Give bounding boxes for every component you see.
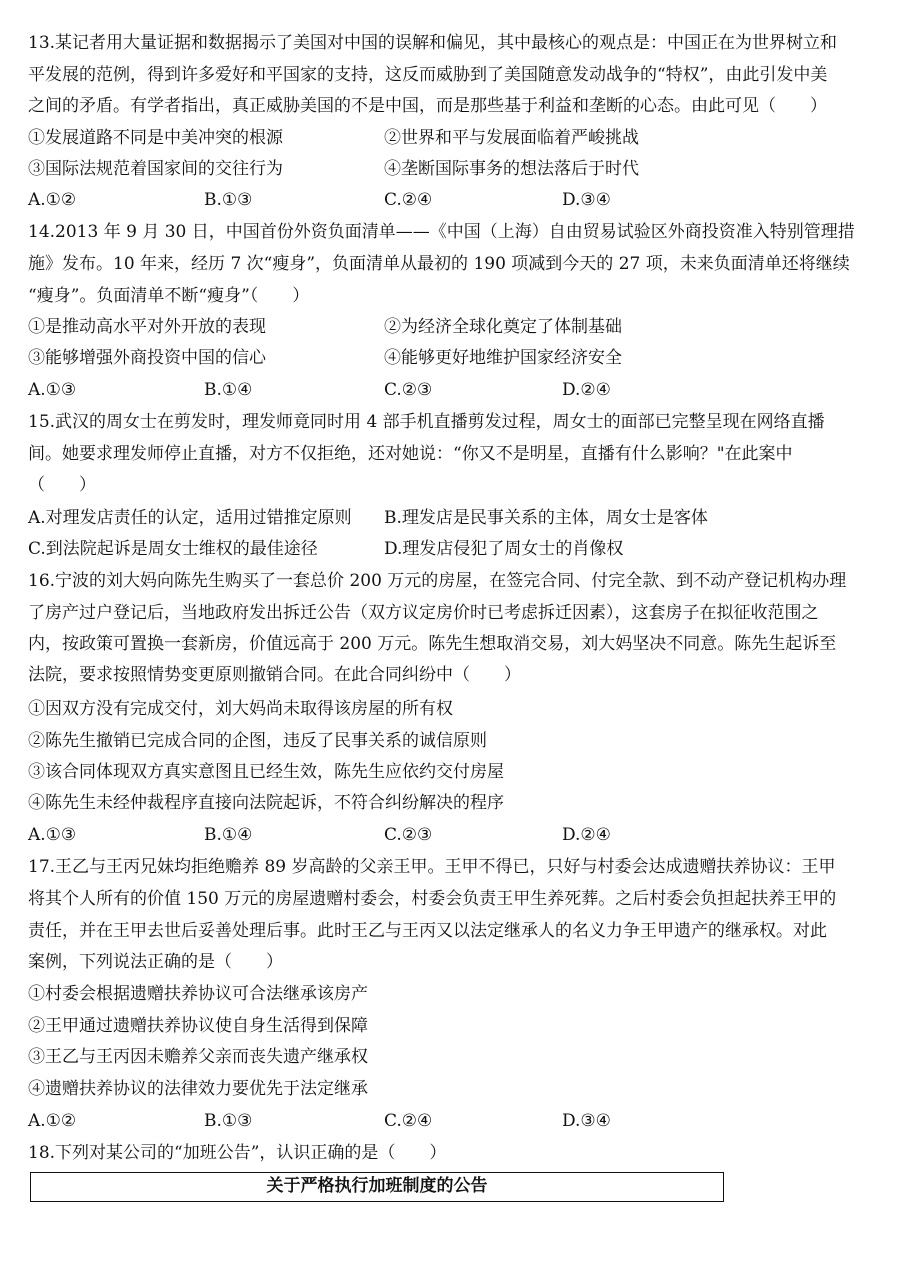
q13-statement-3: ③国际法规范着国家间的交往行为 xyxy=(28,159,283,179)
q18-stem: 18.下列对某公司的“加班公告”，认识正确的是（ ） xyxy=(28,1143,447,1163)
q14-statement-4: ④能够更好地维护国家经济安全 xyxy=(384,348,622,368)
q16-option-a: A.①③ xyxy=(28,825,77,845)
q16-stem-line-2: 了房产过户登记后，当地政府发出拆迁公告（双方议定房价时已考虑拆迁因素），这套房子在拟征收范围之 xyxy=(28,603,819,623)
q17-stem-line-3: 责任，并在王甲去世后妥善处理后事。此时王乙与王丙又以法定继承人的名义力争王甲遗产的继承权。对此 xyxy=(28,921,827,941)
q17-stem-line-2: 将其个人所有的价值 150 万元的房屋遗赠村委会，村委会负责王甲生养死葬。之后村委会负担起扶养王甲的 xyxy=(28,889,837,909)
q16-statement-1: ①因双方没有完成交付，刘大妈尚未取得该房屋的所有权 xyxy=(28,699,453,719)
q17-option-a: A.①② xyxy=(28,1111,77,1131)
q16-stem-line-1: 16.宁波的刘大妈向陈先生购买了一套总价 200 万元的房屋，在签完合同、付完全款、到不动产登记机构办理 xyxy=(28,571,847,591)
q14-stem-line-3: “瘦身”。负面清单不断“瘦身”（ ） xyxy=(28,286,310,306)
q14-statement-3: ③能够增强外商投资中国的信心 xyxy=(28,348,266,368)
notice-title: 关于严格执行加班制度的公告 xyxy=(266,1176,488,1196)
q15-stem-line-2: 间。她要求理发师停止直播，对方不仅拒绝，还对她说：“你又不是明星，直播有什么影响？"在此案中 xyxy=(28,444,793,464)
q14-stem-line-2: 施》发布。10 年来，经历 7 次“瘦身”，负面清单从最初的 190 项减到今天的 27 项，未来负面清单还将继续 xyxy=(28,254,850,274)
q14-option-a: A.①③ xyxy=(28,380,77,400)
q17-statement-3: ③王乙与王丙因未赡养父亲而丧失遗产继承权 xyxy=(28,1047,368,1067)
q16-stem-line-4: 法院，要求按照情势变更原则撤销合同。在此合同纠纷中（ ） xyxy=(28,665,521,685)
q16-option-d: D.②④ xyxy=(562,825,611,845)
q15-option-a: A.对理发店责任的认定，适用过错推定原则 xyxy=(28,508,352,528)
q17-statement-4: ④遗赠扶养协议的法律效力要优先于法定继承 xyxy=(28,1079,368,1099)
q13-statement-1: ①发展道路不同是中美冲突的根源 xyxy=(28,128,283,148)
q16-option-b: B.①④ xyxy=(204,825,253,845)
q15-stem-line-3: （ ） xyxy=(28,475,96,495)
q13-option-b: B.①③ xyxy=(204,190,253,210)
q15-option-c: C.到法院起诉是周女士维权的最佳途径 xyxy=(28,539,318,559)
q14-option-c: C.②③ xyxy=(384,380,433,400)
q14-stem-line-1: 14.2013 年 9 月 30 日，中国首份外资负面清单——《中国（上海）自由贸易试验区外商投资准入特别管理措 xyxy=(28,222,855,242)
q15-stem-line-1: 15.武汉的周女士在剪发时，理发师竟同时用 4 部手机直播剪发过程，周女士的面部已完整呈现在网络直播 xyxy=(28,412,825,432)
q13-option-d: D.③④ xyxy=(562,190,611,210)
q16-option-c: C.②③ xyxy=(384,825,433,845)
q13-statement-4: ④垄断国际事务的想法落后于时代 xyxy=(384,159,639,179)
q13-option-c: C.②④ xyxy=(384,190,433,210)
q16-statement-2: ②陈先生撤销已完成合同的企图，违反了民事关系的诚信原则 xyxy=(28,731,487,751)
q14-option-d: D.②④ xyxy=(562,380,611,400)
q17-statement-2: ②王甲通过遗赠扶养协议使自身生活得到保障 xyxy=(28,1016,368,1036)
q17-option-d: D.③④ xyxy=(562,1111,611,1131)
q15-option-b: B.理发店是民事关系的主体，周女士是客体 xyxy=(384,508,708,528)
q15-option-d: D.理发店侵犯了周女士的肖像权 xyxy=(384,539,624,559)
q13-stem-line-3: 之间的矛盾。有学者指出，真正威胁美国的不是中国，而是那些基于利益和垄断的心态。由此可见（ ） xyxy=(28,96,827,116)
q17-option-b: B.①③ xyxy=(204,1111,253,1131)
q14-statement-1: ①是推动高水平对外开放的表现 xyxy=(28,317,266,337)
q13-stem-line-1: 13.某记者用大量证据和数据揭示了美国对中国的误解和偏见，其中最核心的观点是：中国正在为世界树立和 xyxy=(28,33,838,53)
q17-option-c: C.②④ xyxy=(384,1111,433,1131)
q13-stem-line-2: 平发展的范例，得到许多爱好和平国家的支持，这反而威胁到了美国随意发动战争的“特权”，由此引发中美 xyxy=(28,65,828,85)
q14-option-b: B.①④ xyxy=(204,380,253,400)
q14-statement-2: ②为经济全球化奠定了体制基础 xyxy=(384,317,622,337)
q13-statement-2: ②世界和平与发展面临着严峻挑战 xyxy=(384,128,639,148)
q17-stem-line-1: 17.王乙与王丙兄妹均拒绝赡养 89 岁高龄的父亲王甲。王甲不得已，只好与村委会达成遗赠扶养协议：王甲 xyxy=(28,857,836,877)
q16-statement-4: ④陈先生未经仲裁程序直接向法院起诉，不符合纠纷解决的程序 xyxy=(28,793,504,813)
q13-option-a: A.①② xyxy=(28,190,77,210)
q16-statement-3: ③该合同体现双方真实意图且已经生效，陈先生应依约交付房屋 xyxy=(28,762,504,782)
q17-stem-line-4: 案例，下列说法正确的是（ ） xyxy=(28,952,283,972)
notice-title-box xyxy=(30,1172,724,1202)
q17-statement-1: ①村委会根据遗赠扶养协议可合法继承该房产 xyxy=(28,984,368,1004)
q16-stem-line-3: 内，按政策可置换一套新房，价值远高于 200 万元。陈先生想取消交易，刘大妈坚决不同意。陈先生起诉至 xyxy=(28,634,837,654)
